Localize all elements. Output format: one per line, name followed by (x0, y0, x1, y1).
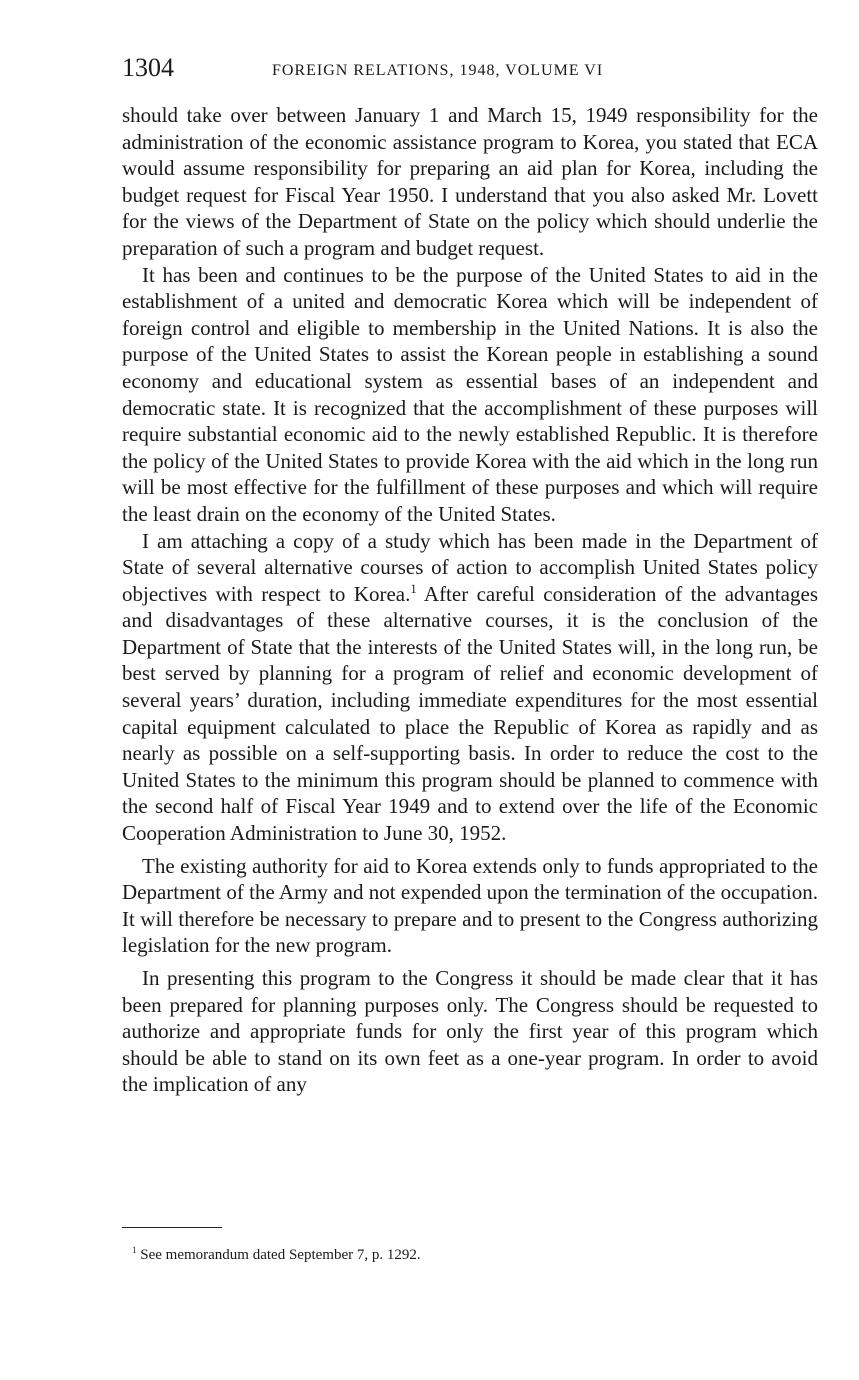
paragraph-3 (122, 528, 818, 847)
running-head: FOREIGN RELATIONS, 1948, VOLUME VI (272, 62, 604, 79)
footnote-marker: 1 (132, 1245, 137, 1255)
footnote (132, 1244, 812, 1266)
paragraph-3-text-after: After careful consideration of the advantages and disadvantages of these alternative courses, it is the conclusion of the Department of State that the interests of the United States will, in the long run, be best served by planning for a program of relief and economic development of several years’ duration, including immediate expenditures for the most essential capital equipment calculated to place the Republic of Korea as rapidly and as nearly as possible on a self-supporting basis. In order to reduce the cost to the United States to the minimum this program should be planned to commence with the second half of Fiscal Year 1949 and to extend over the life of the Economic Cooperation Administration to June 30, 1952. (122, 581, 818, 846)
paragraph-3-text-before: I am attaching a copy of a study which has been made in the Department of State of several alternative courses of action to accomplish United States policy objectives with respect to Korea. (122, 528, 818, 606)
footnote-text: See memorandum dated September 7, p. 1292. (136, 1247, 421, 1263)
paragraph-1: should take over between January 1 and March 15, 1949 responsibility for the administration of the economic assistance program to Korea, you stated that ECA would assume responsibility for preparing an aid plan for Korea, including the budget request for Fiscal Year 1950. I understand that you also asked Mr. Lovett for the views of the Department of State on the policy which should underlie the preparation of such a program and budget request. (122, 103, 818, 260)
paragraph-4: The existing authority for aid to Korea extends only to funds appropriated to the Department of the Army and not expended upon the termination of the occupation. It will therefore be necessary to prepare and to present to the Congress authorizing legislation for the new program. (122, 853, 818, 958)
paragraph-2: It has been and continues to be the purpose of the United States to aid in the establishment of a united and democratic Korea which will be independent of foreign control and eligible to membership in the United Nations. It is also the purpose of the United States to assist the Korean people in establishing a sound economy and educational system as essential bases of an independent and democratic state. It is recognized that the accomplishment of these purposes will require substantial economic aid to the newly established Republic. It is therefore the policy of the United States to provide Korea with the aid which in the long run will be most effective for the fulfillment of these purposes and which will require the least drain on the economy of the United States. (122, 262, 818, 526)
paragraph-5: In presenting this program to the Congress it should be made clear that it has been prepared for planning purposes only. The Congress should be requested to authorize and appropriate funds for only the first year of this program which should be able to stand on its own feet as a one-year program. In order to avoid the implication of any (122, 966, 818, 1097)
footnote-reference: 1 (410, 581, 417, 596)
page-header (122, 50, 818, 90)
page-number: 1304 (122, 53, 174, 82)
body-text (122, 102, 818, 1098)
footnote-divider (122, 1227, 222, 1228)
